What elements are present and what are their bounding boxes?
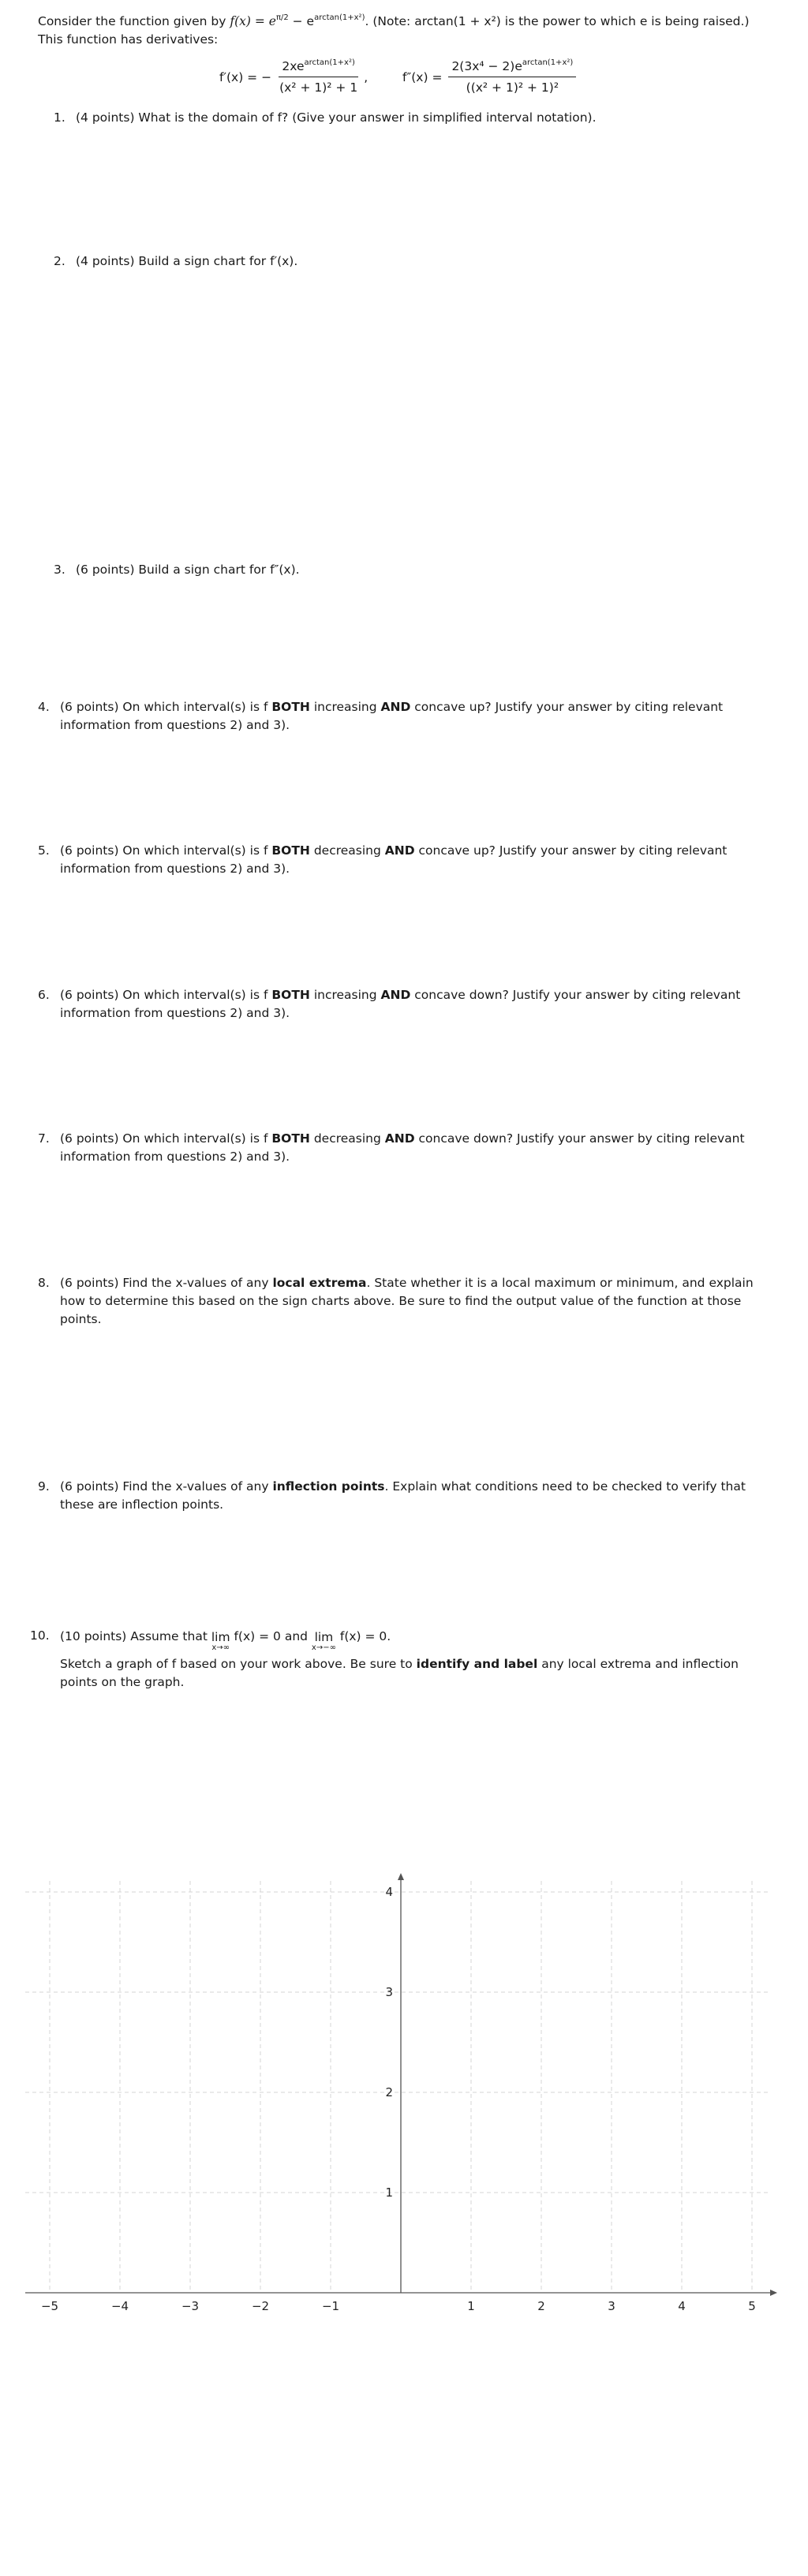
question-5 xyxy=(38,842,780,878)
x-tick-label: −4 xyxy=(110,2299,129,2313)
x-tick-label: −3 xyxy=(181,2299,200,2313)
emphasis-and: AND xyxy=(380,700,411,714)
question-text: (6 points) On which interval(s) is f BOTH decreasing AND concave up? Justify your answer by citing relevant information from questions 2) and 3). xyxy=(60,843,728,876)
question-number: 10. xyxy=(30,1628,50,1643)
fdoubleprime-denominator: ((x² + 1)² + 1)² xyxy=(466,80,559,95)
question-number: 3. xyxy=(54,563,65,577)
question-number: 1. xyxy=(54,110,65,125)
x-tick-label: −5 xyxy=(40,2299,59,2313)
question-10 xyxy=(30,1627,780,1652)
intro-text-a: Consider the function given by xyxy=(38,14,230,28)
question-text: (6 points) Find the x-values of any inflection points. Explain what conditions need to be checked to verify that these are inflection points. xyxy=(60,1479,746,1512)
intro-text-b: . (Note: arctan(1 + x²) is the power to which e is being raised.) This function has derivatives: xyxy=(38,14,750,47)
question-text: (6 points) Find the x-values of any local extrema. State whether it is a local maximum or minimum, and explain how to determine this based on the sign charts above. Be sure to find the output value of the function at those points. xyxy=(60,1276,754,1326)
question-9 xyxy=(38,1478,780,1514)
y-axis-arrow xyxy=(398,1873,404,1880)
x-axis-arrow xyxy=(770,2290,777,2296)
intro-f-of-x: f(x) = e xyxy=(230,14,276,28)
question-number: 7. xyxy=(38,1131,50,1146)
question-10-line1: (10 points) Assume that lim x→∞ f(x) = 0 and lim x→−∞ f(x) = 0. xyxy=(60,1629,391,1652)
fdoubleprime-fraction xyxy=(448,58,576,95)
intro-paragraph xyxy=(38,13,772,49)
emphasis-and: AND xyxy=(384,1131,415,1146)
emphasis-identify-label: identify and label xyxy=(416,1657,538,1671)
question-text: (6 points) On which interval(s) is f BOTH increasing AND concave down? Justify your answer by citing relevant information from questions 2) and 3). xyxy=(60,988,741,1020)
question-3 xyxy=(54,561,795,579)
y-tick-label: 3 xyxy=(385,1985,393,1999)
x-tick-label: 1 xyxy=(467,2299,475,2313)
graph-grid[interactable] xyxy=(0,1862,808,2320)
question-text: (6 points) On which interval(s) is f BOTH increasing AND concave up? Justify your answer by citing relevant information from questions 2) and 3). xyxy=(60,700,724,732)
question-1 xyxy=(54,109,795,127)
question-8 xyxy=(38,1274,780,1329)
question-text-part: (4 points) What is the domain of f? (Give your answer in simplified interval notation). xyxy=(76,110,597,125)
question-text-part: (4 points) Build a sign chart for f′(x). xyxy=(76,254,298,268)
question-text-part: (6 points) Build a sign chart for f″(x). xyxy=(76,563,300,577)
question-7 xyxy=(38,1130,780,1166)
question-6 xyxy=(38,986,780,1023)
intro-minus: − e xyxy=(288,14,315,28)
fprime-denominator: (x² + 1)² + 1 xyxy=(279,80,358,95)
fprime-numerator: 2xe xyxy=(282,59,305,73)
question-number: 2. xyxy=(54,254,65,268)
emphasis-both: BOTH xyxy=(271,988,310,1002)
question-number: 8. xyxy=(38,1276,50,1290)
question-number: 9. xyxy=(38,1479,50,1494)
fdoubleprime-numerator: 2(3x⁴ − 2)e xyxy=(451,59,522,73)
emphasis-both: BOTH xyxy=(271,843,310,858)
question-text xyxy=(54,109,795,127)
emphasis-inflection-points: inflection points xyxy=(272,1479,385,1494)
question-10-line2: Sketch a graph of f based on your work above. Be sure to identify and label any local extrema and inflection points on the graph. xyxy=(60,1657,739,1689)
question-number: 4. xyxy=(38,700,50,714)
intro-exp1: π/2 xyxy=(275,13,289,22)
fprime-numerator-exp: arctan(1+x²) xyxy=(304,58,355,67)
question-text xyxy=(54,561,795,579)
question-number: 6. xyxy=(38,988,50,1002)
emphasis-local-extrema: local extrema xyxy=(272,1276,367,1290)
fprime-equation xyxy=(219,58,368,95)
intro-exp2: arctan(1+x²) xyxy=(314,13,365,22)
x-tick-label: 4 xyxy=(678,2299,686,2313)
x-tick-label: 2 xyxy=(537,2299,545,2313)
question-2 xyxy=(54,252,795,271)
y-tick-label: 2 xyxy=(385,2085,393,2099)
x-tick-label: −1 xyxy=(321,2299,340,2313)
emphasis-both: BOTH xyxy=(271,700,310,714)
x-tick-label: −2 xyxy=(251,2299,270,2313)
fprime-lhs: f′(x) = − xyxy=(219,69,272,84)
question-text: (6 points) On which interval(s) is f BOTH decreasing AND concave down? Justify your answer by citing relevant information from questions 2) and 3). xyxy=(60,1131,745,1164)
fprime-fraction xyxy=(276,58,361,95)
limit-x-to-inf: lim x→∞ xyxy=(211,1630,230,1652)
question-number: 5. xyxy=(38,843,50,858)
emphasis-and: AND xyxy=(384,843,415,858)
emphasis-and: AND xyxy=(380,988,411,1002)
x-tick-label: 3 xyxy=(608,2299,615,2313)
y-tick-label: 4 xyxy=(385,1885,393,1899)
fprime-comma: , xyxy=(364,69,368,84)
emphasis-both: BOTH xyxy=(271,1131,310,1146)
fdoubleprime-equation xyxy=(402,58,576,95)
y-tick-label: 1 xyxy=(385,2185,393,2200)
question-4 xyxy=(38,698,780,735)
limit-x-to-neg-inf: lim x→−∞ xyxy=(311,1630,336,1652)
fdoubleprime-numerator-exp: arctan(1+x²) xyxy=(522,58,574,67)
x-tick-label: 5 xyxy=(748,2299,756,2313)
fdoubleprime-lhs: f″(x) = xyxy=(402,69,443,84)
derivatives-display xyxy=(0,58,808,101)
question-text xyxy=(54,252,795,271)
